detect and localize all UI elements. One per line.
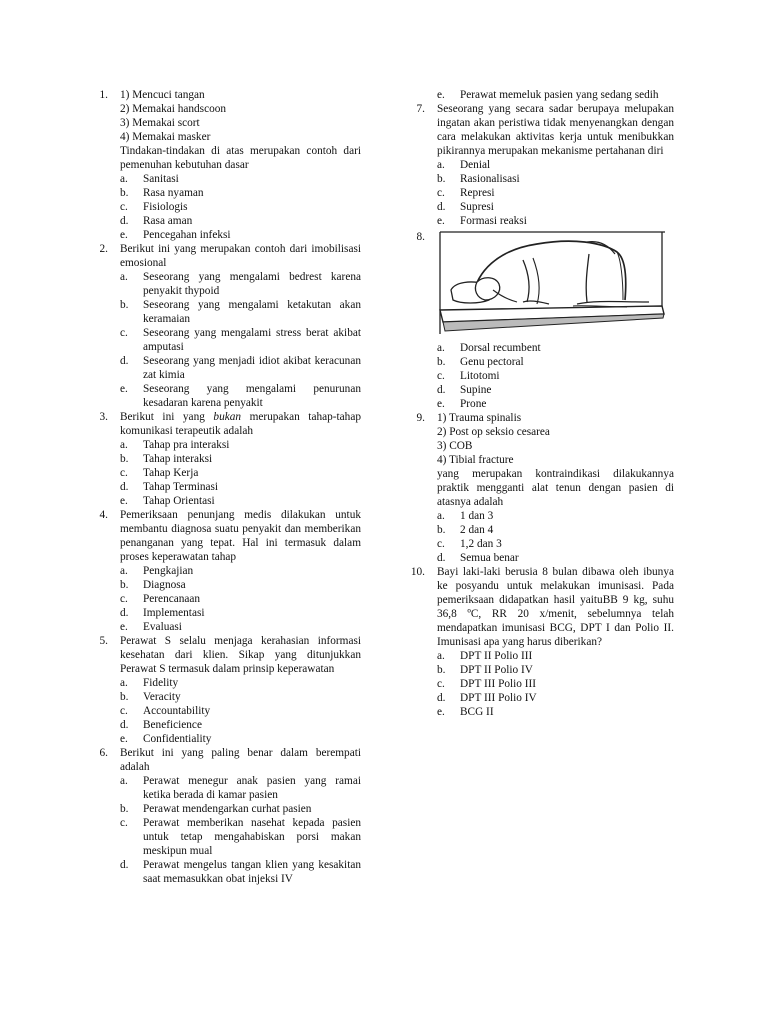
option-letter: d.: [120, 355, 129, 367]
option-text: Seseorang yang mengalami bedrest karena penyakit thypoid: [143, 271, 361, 297]
option-e[interactable]: [120, 494, 361, 508]
option-list: [120, 438, 361, 508]
option-letter: d.: [120, 607, 129, 619]
option-text: Tahap Kerja: [143, 467, 199, 479]
question-9: [405, 411, 674, 565]
option-text: Perawat memeluk pasien yang sedang sedih: [460, 89, 659, 101]
option-c[interactable]: [437, 369, 674, 383]
option-text: Tahap Orientasi: [143, 495, 215, 507]
option-letter: b.: [120, 691, 129, 703]
option-letter: d.: [437, 201, 446, 213]
question-text-emphasis: bukan: [213, 411, 242, 423]
option-letter: b.: [120, 299, 129, 311]
option-e[interactable]: [437, 214, 674, 228]
option-b[interactable]: [437, 355, 674, 369]
option-letter: d.: [437, 552, 446, 564]
option-text: Supresi: [460, 201, 494, 213]
option-b[interactable]: [120, 578, 361, 592]
question-4: [88, 508, 361, 634]
option-letter: e.: [120, 383, 128, 395]
option-list: [120, 774, 361, 886]
option-d[interactable]: [120, 606, 361, 620]
option-a[interactable]: [120, 676, 361, 690]
question-7: [405, 102, 674, 228]
option-c[interactable]: [437, 186, 674, 200]
option-letter: b.: [120, 579, 129, 591]
option-e[interactable]: [437, 705, 674, 719]
numbered-line: 3) COB: [437, 440, 473, 452]
numbered-line: 1) Trauma spinalis: [437, 412, 522, 424]
option-letter: b.: [437, 524, 446, 536]
option-letter: e.: [437, 398, 445, 410]
option-d[interactable]: [120, 214, 361, 228]
option-c[interactable]: [437, 537, 674, 551]
option-text: 2 dan 4: [460, 524, 494, 536]
option-text: Rasa nyaman: [143, 187, 204, 199]
option-d[interactable]: [120, 354, 361, 382]
option-b[interactable]: [120, 186, 361, 200]
option-c[interactable]: [437, 677, 674, 691]
option-d[interactable]: [437, 200, 674, 214]
option-list: [120, 564, 361, 634]
option-list: [437, 88, 674, 102]
numbered-line: 2) Memakai handscoon: [120, 103, 227, 115]
option-text: Litotomi: [460, 370, 500, 382]
option-text: Seseorang yang mengalami penurunan kesadaran karena penyakit: [143, 383, 361, 409]
option-d[interactable]: [437, 691, 674, 705]
option-letter: c.: [437, 678, 445, 690]
question-number: 10.: [410, 566, 425, 578]
question-5: [88, 634, 361, 746]
option-text: DPT II Polio IV: [460, 664, 533, 676]
option-c[interactable]: [120, 466, 361, 480]
option-text: Tahap pra interaksi: [143, 439, 230, 451]
option-list: [120, 676, 361, 746]
option-e[interactable]: [437, 88, 674, 102]
option-letter: d.: [120, 719, 129, 731]
option-letter: c.: [437, 187, 445, 199]
option-text: Fisiologis: [143, 201, 188, 213]
option-text: Seseorang yang mengalami ketakutan akan keramaian: [143, 299, 361, 325]
option-letter: d.: [120, 481, 129, 493]
option-text: Prone: [460, 398, 487, 410]
option-b[interactable]: [437, 172, 674, 186]
option-text: DPT II Polio III: [460, 650, 533, 662]
knee-chest-position-illustration: [437, 230, 667, 340]
option-letter: a.: [437, 159, 445, 171]
option-text: Confidentiality: [143, 733, 212, 745]
option-letter: a.: [120, 271, 128, 283]
option-list: [437, 649, 674, 719]
option-e[interactable]: [120, 228, 361, 242]
option-list: [120, 270, 361, 410]
option-text: Implementasi: [143, 607, 205, 619]
option-c[interactable]: [120, 326, 361, 354]
question-text: Seseorang yang secara sadar berupaya melupakan ingatan akan peristiwa tidak menyenangkan dengan cara melakukan aktivitas kerja untuk menibukkan pikirannya merupakan mekanisme pertahanan diri: [437, 103, 674, 157]
option-d[interactable]: [120, 718, 361, 732]
option-letter: b.: [120, 187, 129, 199]
option-d[interactable]: [120, 858, 361, 886]
option-letter: c.: [120, 467, 128, 479]
option-text: Semua benar: [460, 552, 519, 564]
option-text: Sanitasi: [143, 173, 179, 185]
question-number: 8.: [416, 231, 425, 243]
option-list: [437, 158, 674, 228]
question-number: 5.: [99, 635, 108, 647]
option-c[interactable]: [120, 816, 361, 858]
numbered-line: 1) Mencuci tangan: [120, 89, 205, 101]
option-text: Perawat mendengarkan curhat pasien: [143, 803, 312, 815]
question-8: [405, 230, 674, 411]
option-letter: a.: [120, 439, 128, 451]
option-text: Evaluasi: [143, 621, 182, 633]
option-b[interactable]: [437, 663, 674, 677]
option-list: [437, 341, 674, 411]
option-letter: b.: [437, 173, 446, 185]
option-e[interactable]: [120, 620, 361, 634]
question-number: 3.: [99, 411, 108, 423]
option-b[interactable]: [120, 690, 361, 704]
option-text: Accountability: [143, 705, 211, 717]
option-text: Formasi reaksi: [460, 215, 527, 227]
option-letter: a.: [120, 775, 128, 787]
option-e[interactable]: [120, 382, 361, 410]
option-letter: d.: [120, 215, 129, 227]
option-letter: c.: [437, 538, 445, 550]
question-2: [88, 242, 361, 410]
option-letter: a.: [437, 510, 445, 522]
option-letter: b.: [120, 803, 129, 815]
option-text: Tahap interaksi: [143, 453, 213, 465]
question-6-continued: [405, 88, 674, 102]
option-text: BCG II: [460, 706, 494, 718]
option-c[interactable]: [120, 704, 361, 718]
option-a[interactable]: [437, 509, 674, 523]
option-a[interactable]: [120, 270, 361, 298]
option-letter: d.: [120, 859, 129, 871]
option-text: DPT III Polio III: [460, 678, 537, 690]
option-e[interactable]: [120, 732, 361, 746]
question-text-start: Berikut ini yang: [120, 411, 214, 423]
option-letter: a.: [120, 173, 128, 185]
option-a[interactable]: [120, 172, 361, 186]
option-text: 1 dan 3: [460, 510, 494, 522]
option-text: Rasionalisasi: [460, 173, 520, 185]
question-text: [120, 410, 361, 438]
option-letter: b.: [437, 664, 446, 676]
question-text: Tindakan-tindakan di atas merupakan contoh dari pemenuhan kebutuhan dasar: [120, 145, 361, 171]
question-number: 9.: [416, 412, 425, 424]
option-text: Perawat memberikan nasehat kepada pasien untuk tetap mengahabiskan porsi makan meskipun mual: [143, 817, 361, 857]
option-d[interactable]: [437, 383, 674, 397]
option-b[interactable]: [120, 802, 361, 816]
question-text: yang merupakan kontraindikasi dilakukannya praktik mengganti alat tenun dengan pasien di atasnya adalah: [437, 468, 674, 508]
option-letter: e.: [120, 733, 128, 745]
numbered-line: 2) Post op seksio cesarea: [437, 426, 550, 438]
option-text: Rasa aman: [143, 215, 193, 227]
option-a[interactable]: [120, 564, 361, 578]
option-a[interactable]: [120, 438, 361, 452]
question-text: Pemeriksaan penunjang medis dilakukan untuk membantu diagnosa suatu penyakit dan memberikan penanganan yang tepat. Hal ini termasuk dalam proses keperawatan tahap: [120, 509, 361, 563]
option-letter: b.: [120, 453, 129, 465]
option-text: Diagnosa: [143, 579, 186, 591]
option-letter: c.: [120, 817, 128, 829]
numbered-line: 4) Tibial fracture: [437, 454, 514, 466]
option-letter: d.: [437, 384, 446, 396]
option-letter: c.: [120, 327, 128, 339]
option-a[interactable]: [437, 158, 674, 172]
option-text: Perawat menegur anak pasien yang ramai ketika berada di kamar pasien: [143, 775, 361, 801]
option-letter: c.: [437, 370, 445, 382]
option-text: Dorsal recumbent: [460, 342, 541, 354]
option-letter: e.: [120, 229, 128, 241]
option-letter: a.: [120, 565, 128, 577]
option-text: Represi: [460, 187, 495, 199]
option-b[interactable]: [120, 452, 361, 466]
option-text: Fidelity: [143, 677, 179, 689]
option-c[interactable]: [120, 592, 361, 606]
option-letter: b.: [437, 356, 446, 368]
option-letter: a.: [120, 677, 128, 689]
question-number: 2.: [99, 243, 108, 255]
option-list: [120, 172, 361, 242]
option-d[interactable]: [120, 480, 361, 494]
question-1: [88, 88, 361, 242]
question-number: 4.: [99, 509, 108, 521]
option-text: Perawat mengelus tangan klien yang kesakitan saat memasukkan obat injeksi IV: [143, 859, 361, 885]
question-text: Berikut ini yang paling benar dalam berempati adalah: [120, 747, 361, 773]
left-column: [88, 88, 361, 886]
option-letter: e.: [437, 706, 445, 718]
option-letter: c.: [120, 593, 128, 605]
option-letter: e.: [437, 89, 445, 101]
option-text: DPT III Polio IV: [460, 692, 537, 704]
option-letter: d.: [437, 692, 446, 704]
option-e[interactable]: [437, 397, 674, 411]
option-letter: c.: [120, 201, 128, 213]
option-letter: a.: [437, 650, 445, 662]
option-text: Genu pectoral: [460, 356, 524, 368]
option-a[interactable]: [437, 649, 674, 663]
question-text: Perawat S selalu menjaga kerahasian informasi kesehatan dari klien. Sikap yang ditunjukkan Perawat S termasuk dalam prinsip keperawatan: [120, 635, 361, 675]
option-text: Seseorang yang mengalami stress berat akibat amputasi: [143, 327, 361, 353]
option-text: Supine: [460, 384, 492, 396]
question-text: Berikut ini yang merupakan contoh dari imobilisasi emosional: [120, 243, 361, 269]
question-number: 1.: [99, 89, 108, 101]
option-letter: c.: [120, 705, 128, 717]
option-b[interactable]: [437, 523, 674, 537]
question-number: 6.: [99, 747, 108, 759]
option-text: Tahap Terminasi: [143, 481, 219, 493]
right-column: [405, 88, 674, 719]
option-text: Denial: [460, 159, 491, 171]
question-number: 7.: [416, 103, 425, 115]
option-list: [437, 509, 674, 565]
numbered-line: 3) Memakai scort: [120, 117, 200, 129]
option-a[interactable]: [437, 341, 674, 355]
question-3: [88, 410, 361, 508]
question-text: Bayi laki-laki berusia 8 bulan dibawa oleh ibunya ke posyandu untuk melakukan imunisasi. Pada pemeriksaan didapatkan hasil yaituBB 9 kg, suhu 36,8 ºC, RR 20 x/menit, sebelumnya telah mendapatkan imunisasi BCG, DPT I dan Polio II. Imunisasi apa yang harus diberikan?: [437, 566, 674, 648]
numbered-line: 4) Memakai masker: [120, 131, 211, 143]
option-c[interactable]: [120, 200, 361, 214]
option-text: Pengkajian: [143, 565, 194, 577]
option-letter: a.: [437, 342, 445, 354]
option-b[interactable]: [120, 298, 361, 326]
option-text: Beneficience: [143, 719, 202, 731]
option-d[interactable]: [437, 551, 674, 565]
option-letter: e.: [120, 495, 128, 507]
option-letter: e.: [120, 621, 128, 633]
option-text: Veracity: [143, 691, 181, 703]
option-text: Perencanaan: [143, 593, 201, 605]
option-letter: e.: [437, 215, 445, 227]
option-text: Pencegahan infeksi: [143, 229, 231, 241]
option-text: Seseorang yang menjadi idiot akibat keracunan zat kimia: [143, 355, 361, 381]
option-a[interactable]: [120, 774, 361, 802]
question-text-end: merupakan tahap-tahap komunikasi terapeutik adalah: [120, 411, 361, 437]
question-6: [88, 746, 361, 886]
option-text: 1,2 dan 3: [460, 538, 502, 550]
question-10: [405, 565, 674, 719]
